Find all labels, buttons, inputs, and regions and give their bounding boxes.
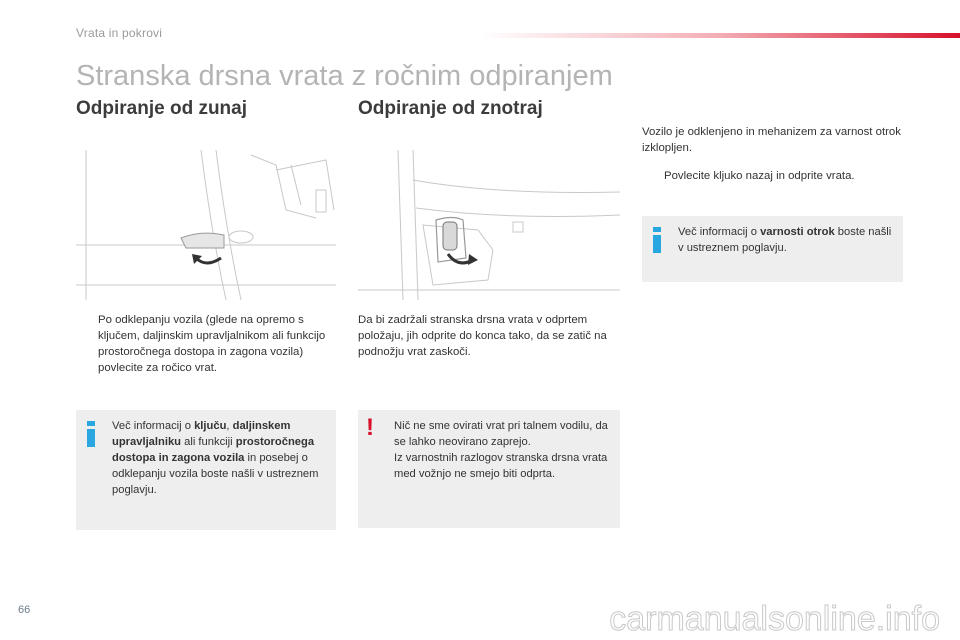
child-lock-status: Vozilo je odklenjeno in mehanizem za varnost otrok izklopljen.	[642, 126, 901, 154]
info-box-keys	[76, 410, 336, 530]
warning-line-1: Nič ne sme ovirati vrat pri talnem vodilu, da se lahko neovirano zaprejo.	[394, 420, 608, 448]
info-keys-text: Več informacij o ključu, daljinskem upravljalniku ali funkciji prostoročnega dostopa in zagona vozila in posebej o odklepanju vozila boste našli v ustreznem poglavju.	[112, 420, 319, 496]
warning-text	[394, 418, 610, 482]
heading-inside: Odpiranje od znotraj	[358, 98, 543, 119]
outside-bullet	[76, 312, 331, 376]
outside-door-handle-illustration	[76, 150, 336, 300]
inside-bullet-text: Povlecite kljuko nazaj in odprite vrata.	[664, 170, 855, 182]
bullet-icon	[642, 168, 664, 184]
page-title: Stranska drsna vrata z ročnim odpiranjem	[76, 60, 613, 92]
info-icon	[650, 226, 664, 254]
inside-door-handle-illustration	[358, 150, 620, 300]
info-box-child-safety	[642, 216, 903, 282]
watermark	[0, 600, 960, 640]
outside-instruction: Po odklepanju vozila (glede na opremo s ključem, daljinskim upravljalnikom ali funkcijo prostoročnega dostopa in zagona vozila) povlecite za ročico vrat.	[98, 314, 326, 374]
warning-line-2: Iz varnostnih razlogov stranska drsna vrata med vožnjo ne smejo biti odprta.	[394, 452, 608, 480]
page-number: 66	[18, 604, 31, 616]
watermark-text: carmanualsonline.info	[609, 600, 940, 638]
info-icon	[84, 420, 98, 448]
info-child-safety-text: Več informacij o varnosti otrok boste našli v ustreznem poglavju.	[678, 226, 892, 254]
bullet-icon	[76, 312, 98, 376]
section-label: Vrata in pokrovi	[76, 26, 163, 40]
inside-instruction: Da bi zadržali stranska drsna vrata v odprtem položaju, jih odprite do konca tako, da se zatič na podnožju vrat zaskoči.	[358, 314, 607, 358]
warning-icon: !	[366, 414, 374, 441]
heading-outside: Odpiranje od zunaj	[76, 98, 248, 119]
inside-bullet	[642, 168, 902, 184]
warning-box	[358, 410, 620, 528]
header-accent-bar	[480, 33, 960, 38]
